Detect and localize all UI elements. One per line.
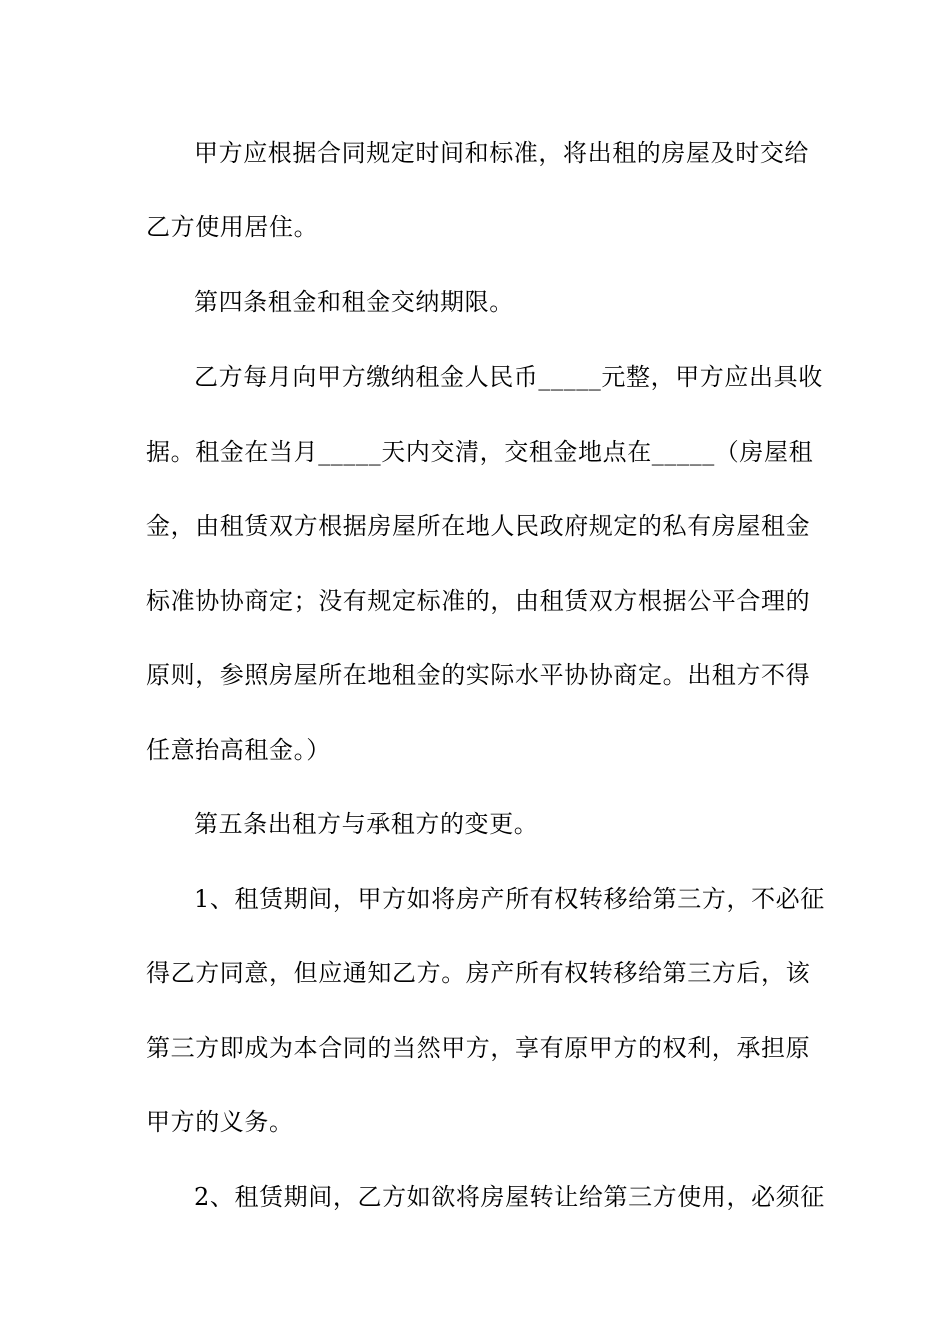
- text-line: 甲方应根据合同规定时间和标准，将出租的房屋及时交给: [194, 139, 809, 167]
- section-heading: 第四条租金和租金交纳期限。: [194, 288, 514, 316]
- text-line: 金，由租赁双方根据房屋所在地人民政府规定的私有房屋租金: [146, 512, 811, 540]
- text-line: 乙方使用居住。: [146, 213, 319, 241]
- text-line: 任意抬高租金。）: [146, 736, 331, 764]
- text-line: 2、租赁期间，乙方如欲将房屋转让给第三方使用，必须征: [194, 1183, 825, 1211]
- text-line: 原则，参照房屋所在地租金的实际水平协协商定。出租方不得: [146, 661, 811, 689]
- text-line: 得乙方同意，但应通知乙方。房产所有权转移给第三方后，该: [146, 959, 811, 987]
- section-heading: 第五条出租方与承租方的变更。: [194, 810, 539, 838]
- text-line: 乙方每月向甲方缴纳租金人民币_____元整，甲方应出具收: [194, 363, 823, 391]
- text-line: 据。租金在当月_____天内交清，交租金地点在_____（房屋租: [146, 438, 814, 466]
- text-line: 第三方即成为本合同的当然甲方，享有原甲方的权利，承担原: [146, 1034, 811, 1062]
- text-line: 1、租赁期间，甲方如将房产所有权转移给第三方，不必征: [194, 885, 825, 913]
- text-line: 甲方的义务。: [146, 1108, 294, 1136]
- text-line: 标准协协商定；没有规定标准的，由租赁双方根据公平合理的: [146, 587, 811, 615]
